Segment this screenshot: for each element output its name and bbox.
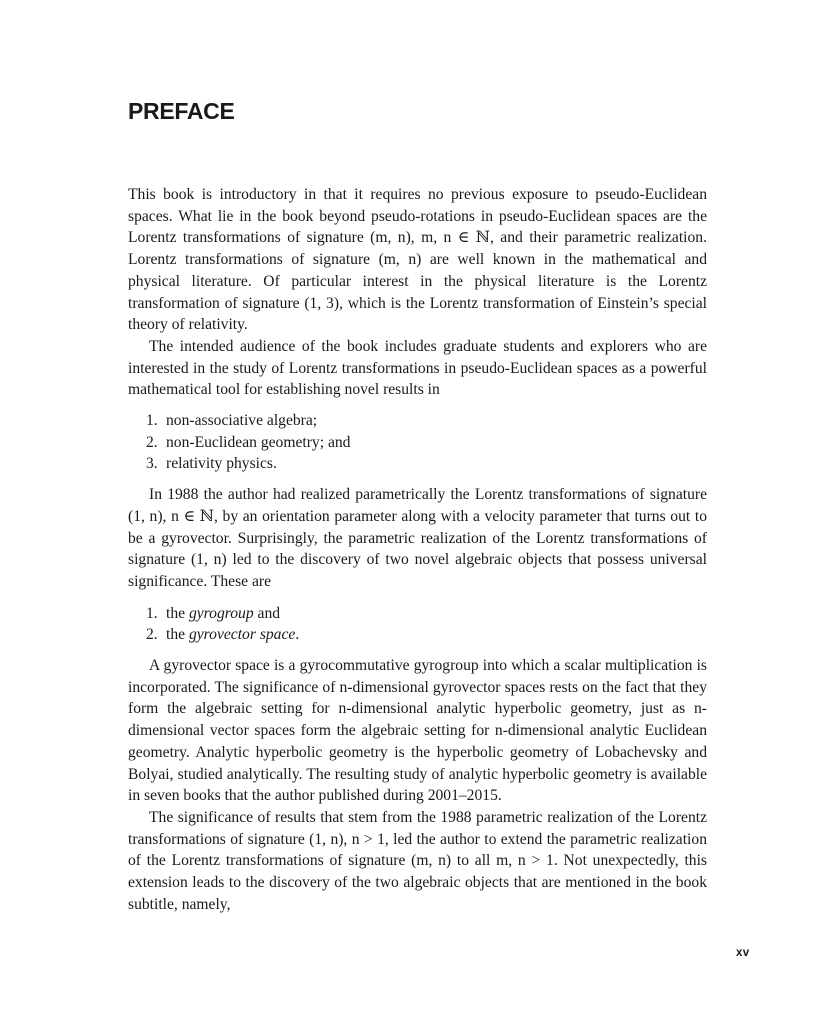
list-item: 1. non-associative algebra; <box>146 412 318 430</box>
topics-list <box>128 410 707 475</box>
paragraph-significance: The significance of results that stem from the 1988 parametric realization of the Lorentz transformations of signature (1, n), n > 1, led the author to extend the parametric realization of the Lorentz transformations of signature (m, n) to all m, n > 1. Not unexpectedly, this extension leads to the discovery of the two algebraic objects that are mentioned in the book subtitle, namely, <box>128 808 707 913</box>
list-item: 1. the gyrogroup and <box>146 604 281 622</box>
paragraph-history: In 1988 the author had realized parametrically the Lorentz transformations of signature (1, n), n ∈ ℕ, by an orientation parameter along with a velocity parameter that turns out to be a gyrovector. Surprisingly, the parametric realization of the Lorentz transformations of signature (1, n) led to the discovery of two novel algebraic objects that possess universal significance. These are <box>128 486 707 590</box>
paragraph-audience: The intended audience of the book includes graduate students and explorers who are interested in the study of Lorentz transformations in pseudo-Euclidean spaces as a powerful mathematical tool for establishing novel results in <box>128 337 707 399</box>
objects-list <box>128 603 707 646</box>
list-item: 2. non-Euclidean geometry; and <box>146 433 351 451</box>
list-item: 3. relativity physics. <box>146 455 277 473</box>
page-title: PREFACE <box>128 98 235 124</box>
page-number: xv <box>736 947 750 959</box>
preface-body <box>128 184 707 916</box>
paragraph-intro: This book is introductory in that it requires no previous exposure to pseudo-Euclidean spaces. What lie in the book beyond pseudo-rotations in pseudo-Euclidean spaces are the Lorentz transformations of signature (m, n), m, n ∈ ℕ, and their parametric realization. Lorentz transformations of signature (m, n) are well known in the mathematical and physical literature. Of particular interest in the physical literature is the Lorentz transformation of signature (1, 3), which is the Lorentz transformation of Einstein’s special theory of relativity. <box>128 186 707 334</box>
paragraph-gyrovector: A gyrovector space is a gyrocommutative gyrogroup into which a scalar multiplication is incorporated. The significance of n-dimensional gyrovector spaces rests on the fact that they form the algebraic setting for n-dimensional analytic hyperbolic geometry, just as n-dimensional vector spaces form the algebraic setting for n-dimensional analytic Euclidean geometry. Analytic hyperbolic geometry is the hyperbolic geometry of Lobachevsky and Bolyai, studied analytically. The resulting study of analytic hyperbolic geometry is available in seven books that the author published during 2001–2015. <box>128 657 707 805</box>
list-item: 2. the gyrovector space. <box>146 626 300 644</box>
